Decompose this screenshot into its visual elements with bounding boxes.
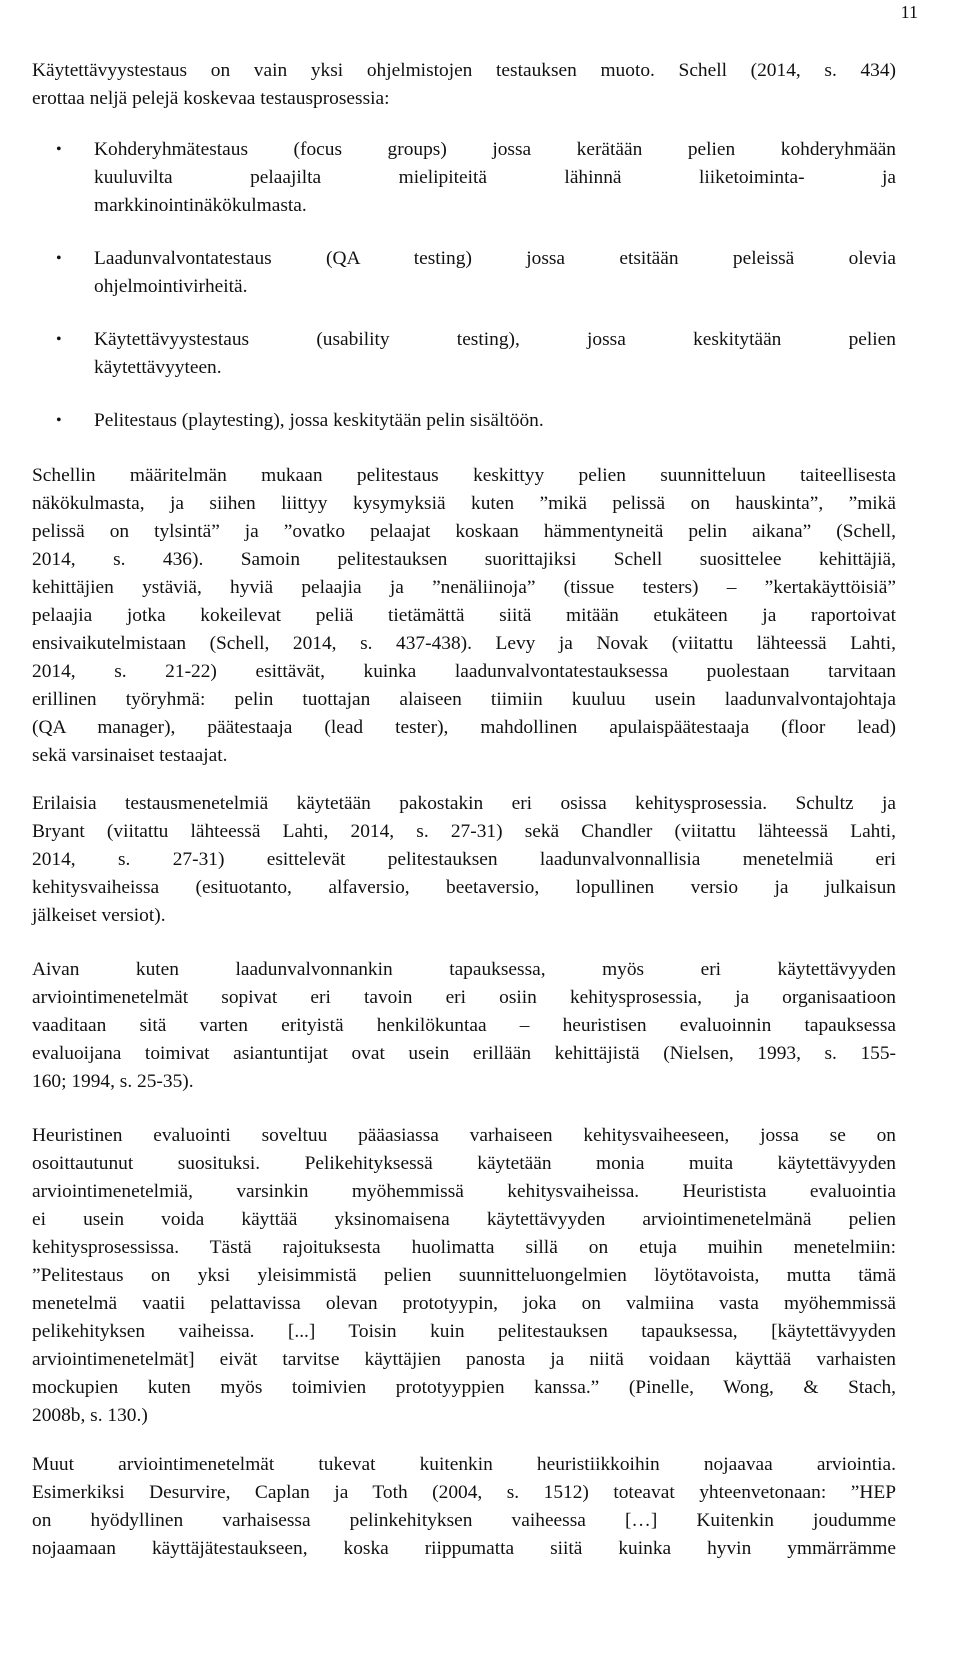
text-line: ”Pelitestaus on yksi yleisimmistä pelien suunnitteluongelmien löytötavoista, mutta tämä	[32, 1265, 896, 1286]
text-line: 2014, s. 21-22) esittävät, kuinka laadunvalvontatestauksessa puolestaan tarvitaan	[32, 661, 896, 682]
paragraph-intro	[32, 57, 896, 113]
text-line: arviointimenetelmät sopivat eri tavoin eri osiin kehitysprosessia, ja organisaatioon	[32, 987, 896, 1008]
text-line: pelikehityksen vaiheissa. [...] Toisin kuin pelitestauksen tapauksessa, [käytettävyyden	[32, 1321, 896, 1342]
text-line: pelaajia jotka kokeilevat peliä tietämättä siitä mitään etukäteen ja raportoivat	[32, 605, 896, 626]
text-line: arviointimenetelmät] eivät tarvitse käyttäjien panosta ja niitä voidaan käyttää varhaisten	[32, 1349, 896, 1370]
text-line: sekä varsinaiset testaajat.	[32, 745, 228, 766]
text-line: ensivaikutelmistaan (Schell, 2014, s. 437-438). Levy ja Novak (viitattu lähteessä Lahti,	[32, 633, 896, 654]
text-line: Muut arviointimenetelmät tukevat kuitenkin heuristiikkoihin nojaavaa arviointia.	[32, 1454, 896, 1475]
text-line: erillinen työryhmä: pelin tuottajan alaiseen tiimiin kuuluu usein laadunvalvontajohtaja	[32, 689, 896, 710]
paragraph-schell	[32, 462, 896, 770]
text-line: ohjelmointivirheitä.	[94, 276, 248, 297]
text-line: (QA manager), päätestaaja (lead tester), mahdollinen apulaispäätestaaja (floor lead)	[32, 717, 896, 738]
text-line: kehitysvaiheissa (esituotanto, alfaversio, beetaversio, lopullinen versio ja julkaisun	[32, 877, 896, 898]
text-line: Laadunvalvontatestaus (QA testing) jossa etsitään peleissä olevia	[94, 248, 896, 269]
text-line: osoittautunut suosituksi. Pelikehityksessä käytetään monia muita käytettävyyden	[32, 1153, 896, 1174]
text-line: on hyödyllinen varhaisessa pelinkehityksen vaiheessa […] Kuitenkin joudumme	[32, 1510, 896, 1531]
bullet-icon: •	[56, 250, 62, 267]
paragraph-testing-methods	[32, 790, 896, 930]
paragraph-heuristic-evaluation	[32, 1122, 896, 1430]
list-item-text	[94, 326, 896, 382]
page-number: 11	[900, 2, 918, 22]
text-line: menetelmä vaatii pelattavissa olevan prototyypin, joka on valmiina vasta myöhemmissä	[32, 1293, 896, 1314]
text-line: Erilaisia testausmenetelmiä käytetään pakostakin eri osissa kehitysprosessia. Schultz ja	[32, 793, 896, 814]
text-line: kehitysprosessissa. Tästä rajoituksesta huolimatta sillä on etuja muihin menetelmiin:	[32, 1237, 896, 1258]
text-line: käytettävyyteen.	[94, 357, 222, 378]
paragraph-other-methods	[32, 1451, 896, 1563]
text-line: jälkeiset versiot).	[32, 905, 166, 926]
text-line: Kohderyhmätestaus (focus groups) jossa kerätään pelien kohderyhmään	[94, 139, 896, 160]
text-line: Esimerkiksi Desurvire, Caplan ja Toth (2004, s. 1512) toteavat yhteenvetonaan: ”HEP	[32, 1482, 896, 1503]
text-line: vaaditaan sitä varten erityistä henkilökuntaa – heuristisen evaluoinnin tapauksessa	[32, 1015, 896, 1036]
text-line: pelissä on tylsintä” ja ”ovatko pelaajat koskaan hämmentyneitä pelin aikana” (Schell,	[32, 521, 896, 542]
text-line: ei usein voida käyttää yksinomaisena käytettävyyden arviointimenetelmänä pelien	[32, 1209, 896, 1230]
list-item-text	[94, 245, 896, 301]
text-line: Pelitestaus (playtesting), jossa keskitytään pelin sisältöön.	[94, 410, 544, 431]
text-line: kuuluvilta pelaajilta mielipiteitä lähinnä liiketoiminta- ja	[94, 167, 896, 188]
text-line: 2014, s. 27-31) esittelevät pelitestauksen laadunvalvonnallisia menetelmiä eri	[32, 849, 896, 870]
text-line: evaluoijana toimivat asiantuntijat ovat usein erillään kehittäjistä (Nielsen, 1993, s. 155-	[32, 1043, 896, 1064]
document-page	[32, 0, 918, 1675]
text-line: Käytettävyystestaus on vain yksi ohjelmistojen testauksen muoto. Schell (2014, s. 434)	[32, 60, 896, 81]
text-line: 2014, s. 436). Samoin pelitestauksen suorittajiksi Schell suosittelee kehittäjiä,	[32, 549, 896, 570]
text-line: markkinointinäkökulmasta.	[94, 195, 307, 216]
text-line: Bryant (viitattu lähteessä Lahti, 2014, s. 27-31) sekä Chandler (viitattu lähteessä Lahti,	[32, 821, 896, 842]
text-line: näkökulmasta, ja siihen liittyy kysymyksiä kuten ”mikä pelissä on hauskinta”, ”mikä	[32, 493, 896, 514]
text-line: 160; 1994, s. 25-35).	[32, 1071, 194, 1092]
bullet-icon: •	[56, 141, 62, 158]
text-line: arviointimenetelmiä, varsinkin myöhemmissä kehitysvaiheissa. Heuristista evaluointia	[32, 1181, 896, 1202]
bullet-icon: •	[56, 331, 62, 348]
text-line: Aivan kuten laadunvalvonnankin tapauksessa, myös eri käytettävyyden	[32, 959, 896, 980]
text-line: mockupien kuten myös toimivien prototyyppien kanssa.” (Pinelle, Wong, & Stach,	[32, 1377, 896, 1398]
bullet-icon: •	[56, 412, 62, 429]
text-line: erottaa neljä pelejä koskevaa testausprosessia:	[32, 88, 390, 109]
paragraph-usability-methods	[32, 956, 896, 1096]
text-line: Käytettävyystestaus (usability testing), jossa keskitytään pelien	[94, 329, 896, 350]
text-line: nojaamaan käyttäjätestaukseen, koska riippumatta siitä kuinka hyvin ymmärrämme	[32, 1538, 896, 1559]
text-line: 2008b, s. 130.)	[32, 1405, 148, 1426]
list-item-text	[94, 136, 896, 220]
text-line: kehittäjien ystäviä, hyviä pelaajia ja ”nenäliinoja” (tissue testers) – ”kertakäyttöisiä”	[32, 577, 896, 598]
text-line: Schellin määritelmän mukaan pelitestaus keskittyy pelien suunnitteluun taiteellisesta	[32, 465, 896, 486]
text-line: Heuristinen evaluointi soveltuu pääasiassa varhaiseen kehitysvaiheeseen, jossa se on	[32, 1125, 896, 1146]
list-item-text	[94, 407, 896, 435]
